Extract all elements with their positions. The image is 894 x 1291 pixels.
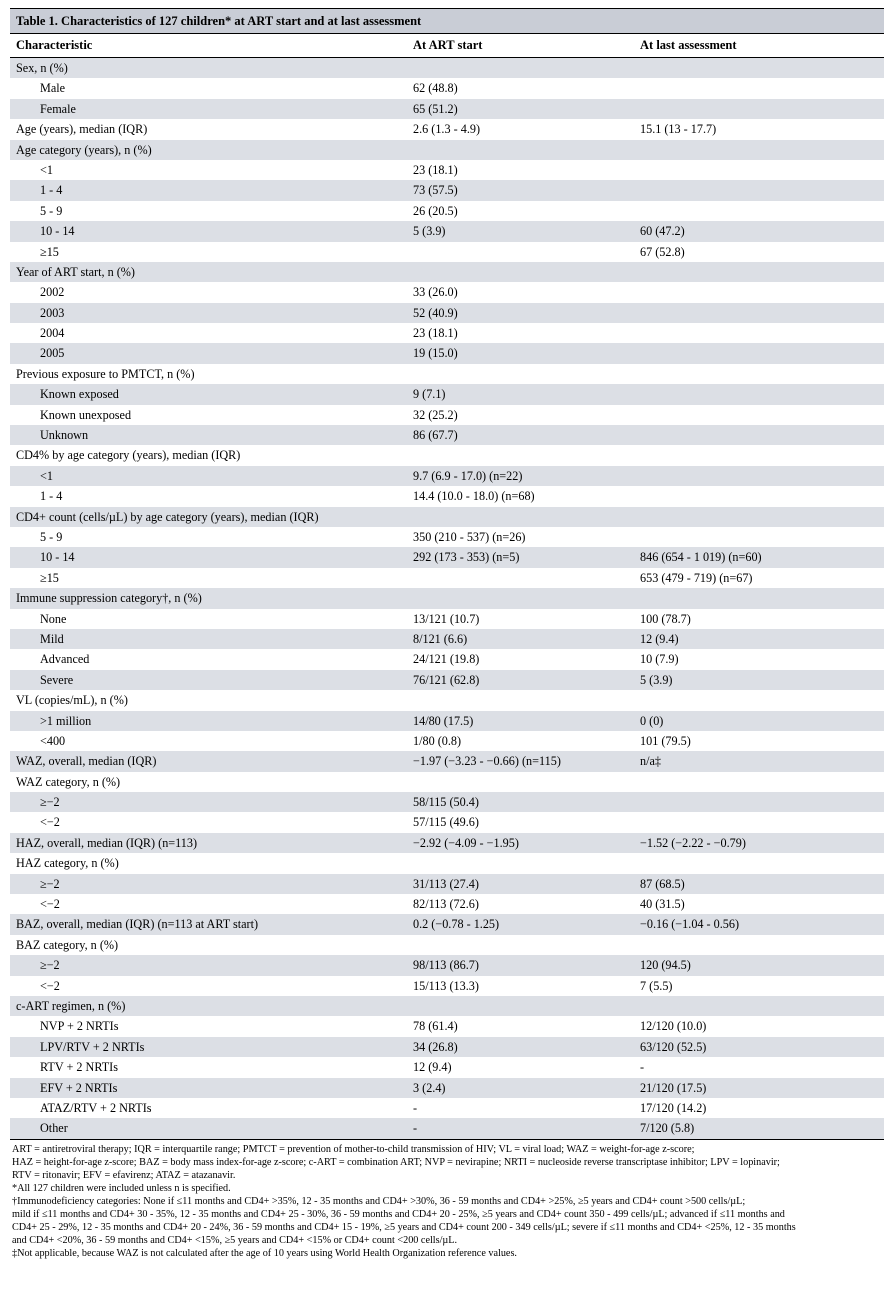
cell-at-last-assessment: −1.52 (−2.22 - −0.79) xyxy=(634,833,884,853)
table-row xyxy=(10,282,884,302)
row-label: None xyxy=(10,609,407,629)
footnote-line: ART = antiretroviral therapy; IQR = interquartile range; PMTCT = prevention of mother-to-child transmission of HIV; VL = viral load; WAZ = weight-for-age z-score; xyxy=(12,1143,695,1155)
row-label: c-ART regimen, n (%) xyxy=(10,996,407,1016)
row-label: <−2 xyxy=(10,976,407,996)
footnote-line: ‡Not applicable, because WAZ is not calculated after the age of 10 years using World Health Organization reference values. xyxy=(12,1248,517,1260)
cell-at-art-start: 33 (26.0) xyxy=(407,282,634,302)
cell-at-art-start: 0.2 (−0.78 - 1.25) xyxy=(407,914,634,934)
cell-at-art-start: 350 (210 - 537) (n=26) xyxy=(407,527,634,547)
cell-at-art-start: 14/80 (17.5) xyxy=(407,711,634,731)
cell-at-art-start xyxy=(407,242,634,262)
table-row xyxy=(10,711,884,731)
cell-at-last-assessment xyxy=(634,201,884,221)
table-row xyxy=(10,140,884,160)
row-label: Known exposed xyxy=(10,384,407,404)
table-row xyxy=(10,690,884,710)
cell-at-art-start: 5 (3.9) xyxy=(407,221,634,241)
table-row xyxy=(10,1057,884,1077)
table-row xyxy=(10,976,884,996)
cell-at-art-start: 23 (18.1) xyxy=(407,323,634,343)
row-label: <400 xyxy=(10,731,407,751)
cell-at-art-start: 98/113 (86.7) xyxy=(407,955,634,975)
cell-at-last-assessment: 15.1 (13 - 17.7) xyxy=(634,119,884,139)
row-label: 2002 xyxy=(10,282,407,302)
row-label: 5 - 9 xyxy=(10,527,407,547)
row-label: Previous exposure to PMTCT, n (%) xyxy=(10,364,407,384)
row-label: WAZ category, n (%) xyxy=(10,772,407,792)
row-label: Age category (years), n (%) xyxy=(10,140,407,160)
table-row xyxy=(10,221,884,241)
cell-at-art-start xyxy=(407,262,634,282)
table-row xyxy=(10,935,884,955)
cell-at-art-start: - xyxy=(407,1098,634,1118)
cell-at-last-assessment xyxy=(634,384,884,404)
table-row xyxy=(10,812,884,832)
cell-at-last-assessment xyxy=(634,445,884,465)
table-row xyxy=(10,58,884,79)
cell-at-last-assessment: 846 (654 - 1 019) (n=60) xyxy=(634,547,884,567)
table-row xyxy=(10,914,884,934)
cell-at-last-assessment xyxy=(634,792,884,812)
footnote-line: and CD4+ <20%, 36 - 59 months and CD4+ <15%, ≥5 years and CD4+ <15% or CD4+ count <200 cells/µL. xyxy=(12,1235,458,1247)
table-row xyxy=(10,894,884,914)
row-label: Female xyxy=(10,99,407,119)
row-label: HAZ category, n (%) xyxy=(10,853,407,873)
cell-at-art-start: 24/121 (19.8) xyxy=(407,649,634,669)
characteristics-table xyxy=(10,8,884,1140)
table-row xyxy=(10,1078,884,1098)
cell-at-last-assessment: 87 (68.5) xyxy=(634,874,884,894)
cell-at-last-assessment xyxy=(634,996,884,1016)
row-label: ≥15 xyxy=(10,242,407,262)
cell-at-art-start: 19 (15.0) xyxy=(407,343,634,363)
cell-at-last-assessment: 7/120 (5.8) xyxy=(634,1118,884,1139)
column-header-at-last-assessment: At last assessment xyxy=(634,34,884,58)
row-label: Advanced xyxy=(10,649,407,669)
cell-at-art-start: 15/113 (13.3) xyxy=(407,976,634,996)
row-label: RTV + 2 NRTIs xyxy=(10,1057,407,1077)
table-row xyxy=(10,466,884,486)
column-header-characteristic: Characteristic xyxy=(10,34,407,58)
footnote-line: †Immunodeficiency categories: None if ≤11 months and CD4+ >35%, 12 - 35 months and CD4+ >30%, 36 - 59 months and CD4+ >25%, ≥5 years and CD4+ count >500 cells/µL; xyxy=(12,1195,746,1207)
table-row xyxy=(10,629,884,649)
cell-at-art-start: 8/121 (6.6) xyxy=(407,629,634,649)
cell-at-art-start: 9.7 (6.9 - 17.0) (n=22) xyxy=(407,466,634,486)
cell-at-last-assessment: 5 (3.9) xyxy=(634,670,884,690)
cell-at-art-start: 32 (25.2) xyxy=(407,405,634,425)
table-row xyxy=(10,1118,884,1139)
row-label: WAZ, overall, median (IQR) xyxy=(10,751,407,771)
cell-at-art-start: 31/113 (27.4) xyxy=(407,874,634,894)
table-row xyxy=(10,1037,884,1057)
cell-at-last-assessment: 60 (47.2) xyxy=(634,221,884,241)
table-row xyxy=(10,507,884,527)
cell-at-art-start: 13/121 (10.7) xyxy=(407,609,634,629)
cell-at-last-assessment: - xyxy=(634,1057,884,1077)
cell-at-last-assessment: 63/120 (52.5) xyxy=(634,1037,884,1057)
cell-at-art-start: 12 (9.4) xyxy=(407,1057,634,1077)
cell-at-art-start: 23 (18.1) xyxy=(407,160,634,180)
row-label: ≥−2 xyxy=(10,874,407,894)
cell-at-art-start: 86 (67.7) xyxy=(407,425,634,445)
cell-at-last-assessment xyxy=(634,853,884,873)
cell-at-art-start: 1/80 (0.8) xyxy=(407,731,634,751)
row-label: 10 - 14 xyxy=(10,221,407,241)
cell-at-last-assessment: 7 (5.5) xyxy=(634,976,884,996)
cell-at-last-assessment: 0 (0) xyxy=(634,711,884,731)
cell-at-last-assessment xyxy=(634,282,884,302)
cell-at-last-assessment xyxy=(634,323,884,343)
table-row xyxy=(10,751,884,771)
cell-at-art-start xyxy=(407,445,634,465)
table-row xyxy=(10,343,884,363)
table-row xyxy=(10,405,884,425)
row-label: <−2 xyxy=(10,812,407,832)
cell-at-art-start: −1.97 (−3.23 - −0.66) (n=115) xyxy=(407,751,634,771)
row-label: ≥15 xyxy=(10,568,407,588)
row-label: 5 - 9 xyxy=(10,201,407,221)
cell-at-art-start: 58/115 (50.4) xyxy=(407,792,634,812)
footnote-line: *All 127 children were included unless n is specified. xyxy=(12,1182,231,1194)
row-label: 1 - 4 xyxy=(10,180,407,200)
cell-at-last-assessment xyxy=(634,507,884,527)
row-label: Known unexposed xyxy=(10,405,407,425)
cell-at-last-assessment: 21/120 (17.5) xyxy=(634,1078,884,1098)
row-label: 2003 xyxy=(10,303,407,323)
table-row xyxy=(10,364,884,384)
table-row xyxy=(10,588,884,608)
table-row xyxy=(10,670,884,690)
table-row xyxy=(10,384,884,404)
cell-at-last-assessment xyxy=(634,262,884,282)
footnote-line: RTV = ritonavir; EFV = efavirenz; ATAZ = atazanavir. xyxy=(12,1169,236,1181)
cell-at-art-start: 3 (2.4) xyxy=(407,1078,634,1098)
cell-at-art-start xyxy=(407,690,634,710)
row-label: 2005 xyxy=(10,343,407,363)
cell-at-last-assessment xyxy=(634,527,884,547)
row-label: VL (copies/mL), n (%) xyxy=(10,690,407,710)
table-row xyxy=(10,486,884,506)
cell-at-art-start: 82/113 (72.6) xyxy=(407,894,634,914)
cell-at-art-start: 34 (26.8) xyxy=(407,1037,634,1057)
cell-at-art-start: 76/121 (62.8) xyxy=(407,670,634,690)
table-row xyxy=(10,792,884,812)
cell-at-last-assessment: 12/120 (10.0) xyxy=(634,1016,884,1036)
row-label: Unknown xyxy=(10,425,407,445)
cell-at-last-assessment xyxy=(634,812,884,832)
cell-at-art-start xyxy=(407,140,634,160)
cell-at-last-assessment: 101 (79.5) xyxy=(634,731,884,751)
cell-at-last-assessment xyxy=(634,364,884,384)
cell-at-last-assessment xyxy=(634,58,884,79)
cell-at-last-assessment xyxy=(634,99,884,119)
table-row xyxy=(10,853,884,873)
cell-at-art-start: −2.92 (−4.09 - −1.95) xyxy=(407,833,634,853)
table-row xyxy=(10,731,884,751)
cell-at-last-assessment xyxy=(634,140,884,160)
table-row xyxy=(10,874,884,894)
table-row xyxy=(10,772,884,792)
table-row xyxy=(10,99,884,119)
cell-at-art-start: 52 (40.9) xyxy=(407,303,634,323)
cell-at-last-assessment xyxy=(634,588,884,608)
cell-at-art-start xyxy=(407,996,634,1016)
row-label: 2004 xyxy=(10,323,407,343)
cell-at-last-assessment: 10 (7.9) xyxy=(634,649,884,669)
footnote-line: mild if ≤11 months and CD4+ 30 - 35%, 12 - 35 months and CD4+ 25 - 30%, 36 - 59 months and CD4+ 20 - 25%, ≥5 years and CD4+ count 350 - 499 cells/µL; advanced if ≤11 months and xyxy=(12,1208,785,1220)
table-header xyxy=(10,34,884,58)
cell-at-last-assessment xyxy=(634,160,884,180)
column-header-at-art-start: At ART start xyxy=(407,34,634,58)
row-label: <−2 xyxy=(10,894,407,914)
row-label: CD4% by age category (years), median (IQR) xyxy=(10,445,407,465)
cell-at-art-start: 78 (61.4) xyxy=(407,1016,634,1036)
row-label: 1 - 4 xyxy=(10,486,407,506)
cell-at-art-start xyxy=(407,588,634,608)
cell-at-last-assessment xyxy=(634,690,884,710)
cell-at-art-start: 26 (20.5) xyxy=(407,201,634,221)
cell-at-art-start: 57/115 (49.6) xyxy=(407,812,634,832)
row-label: Male xyxy=(10,78,407,98)
table-row xyxy=(10,323,884,343)
cell-at-art-start: 292 (173 - 353) (n=5) xyxy=(407,547,634,567)
table-row xyxy=(10,1016,884,1036)
cell-at-art-start xyxy=(407,772,634,792)
row-label: NVP + 2 NRTIs xyxy=(10,1016,407,1036)
cell-at-last-assessment xyxy=(634,466,884,486)
row-label: <1 xyxy=(10,466,407,486)
cell-at-last-assessment: 12 (9.4) xyxy=(634,629,884,649)
cell-at-last-assessment xyxy=(634,343,884,363)
table-title: Table 1. Characteristics of 127 children* at ART start and at last assessment xyxy=(10,8,884,34)
cell-at-art-start: 2.6 (1.3 - 4.9) xyxy=(407,119,634,139)
footnote-line: HAZ = height-for-age z-score; BAZ = body mass index-for-age z-score; c-ART = combination ART; NVP = nevirapine; NRTI = nucleoside reverse transcriptase inhibitor; LPV = lopinavir; xyxy=(12,1156,780,1168)
row-label: HAZ, overall, median (IQR) (n=113) xyxy=(10,833,407,853)
cell-at-art-start xyxy=(407,507,634,527)
table-row xyxy=(10,425,884,445)
row-label: ≥−2 xyxy=(10,955,407,975)
table-row xyxy=(10,119,884,139)
cell-at-art-start xyxy=(407,568,634,588)
row-label: ATAZ/RTV + 2 NRTIs xyxy=(10,1098,407,1118)
table-row xyxy=(10,833,884,853)
table-body xyxy=(10,58,884,1140)
table-row xyxy=(10,568,884,588)
row-label: Sex, n (%) xyxy=(10,58,407,79)
cell-at-last-assessment: 100 (78.7) xyxy=(634,609,884,629)
row-label: Mild xyxy=(10,629,407,649)
row-label: BAZ category, n (%) xyxy=(10,935,407,955)
cell-at-art-start: 62 (48.8) xyxy=(407,78,634,98)
cell-at-last-assessment xyxy=(634,303,884,323)
row-label: Severe xyxy=(10,670,407,690)
cell-at-last-assessment xyxy=(634,486,884,506)
cell-at-last-assessment xyxy=(634,78,884,98)
cell-at-art-start xyxy=(407,935,634,955)
row-label: ≥−2 xyxy=(10,792,407,812)
table-row xyxy=(10,996,884,1016)
cell-at-art-start: 65 (51.2) xyxy=(407,99,634,119)
row-label: BAZ, overall, median (IQR) (n=113 at ART start) xyxy=(10,914,407,934)
table-row xyxy=(10,78,884,98)
table-row xyxy=(10,201,884,221)
cell-at-last-assessment: 653 (479 - 719) (n=67) xyxy=(634,568,884,588)
cell-at-last-assessment: 120 (94.5) xyxy=(634,955,884,975)
cell-at-last-assessment xyxy=(634,425,884,445)
table-row xyxy=(10,303,884,323)
cell-at-last-assessment: 17/120 (14.2) xyxy=(634,1098,884,1118)
table-row xyxy=(10,649,884,669)
table-row xyxy=(10,955,884,975)
cell-at-art-start: 9 (7.1) xyxy=(407,384,634,404)
row-label: LPV/RTV + 2 NRTIs xyxy=(10,1037,407,1057)
cell-at-last-assessment: n/a‡ xyxy=(634,751,884,771)
table-footnotes xyxy=(10,1140,884,1261)
cell-at-last-assessment xyxy=(634,772,884,792)
cell-at-art-start xyxy=(407,364,634,384)
table-row xyxy=(10,1098,884,1118)
cell-at-art-start xyxy=(407,853,634,873)
row-label: CD4+ count (cells/µL) by age category (years), median (IQR) xyxy=(10,507,407,527)
table-row xyxy=(10,609,884,629)
table-row xyxy=(10,445,884,465)
footnote-line: CD4+ 25 - 29%, 12 - 35 months and CD4+ 20 - 24%, 36 - 59 months and CD4+ 15 - 19%, ≥5 years and CD4+ count 200 - 349 cells/µL; severe if ≤11 months and CD4+ <25%, 12 - 35 months xyxy=(12,1221,796,1233)
cell-at-last-assessment xyxy=(634,180,884,200)
table-row xyxy=(10,242,884,262)
cell-at-art-start: 73 (57.5) xyxy=(407,180,634,200)
cell-at-last-assessment: 40 (31.5) xyxy=(634,894,884,914)
table-row xyxy=(10,547,884,567)
table-header-row xyxy=(10,34,884,58)
cell-at-last-assessment: 67 (52.8) xyxy=(634,242,884,262)
row-label: EFV + 2 NRTIs xyxy=(10,1078,407,1098)
cell-at-last-assessment xyxy=(634,405,884,425)
row-label: <1 xyxy=(10,160,407,180)
table-row xyxy=(10,527,884,547)
cell-at-last-assessment xyxy=(634,935,884,955)
cell-at-art-start: - xyxy=(407,1118,634,1139)
row-label: Immune suppression category†, n (%) xyxy=(10,588,407,608)
row-label: 10 - 14 xyxy=(10,547,407,567)
table-row xyxy=(10,262,884,282)
row-label: >1 million xyxy=(10,711,407,731)
row-label: Age (years), median (IQR) xyxy=(10,119,407,139)
table-row xyxy=(10,180,884,200)
cell-at-art-start: 14.4 (10.0 - 18.0) (n=68) xyxy=(407,486,634,506)
table-row xyxy=(10,160,884,180)
cell-at-last-assessment: −0.16 (−1.04 - 0.56) xyxy=(634,914,884,934)
row-label: Other xyxy=(10,1118,407,1139)
row-label: Year of ART start, n (%) xyxy=(10,262,407,282)
cell-at-art-start xyxy=(407,58,634,79)
